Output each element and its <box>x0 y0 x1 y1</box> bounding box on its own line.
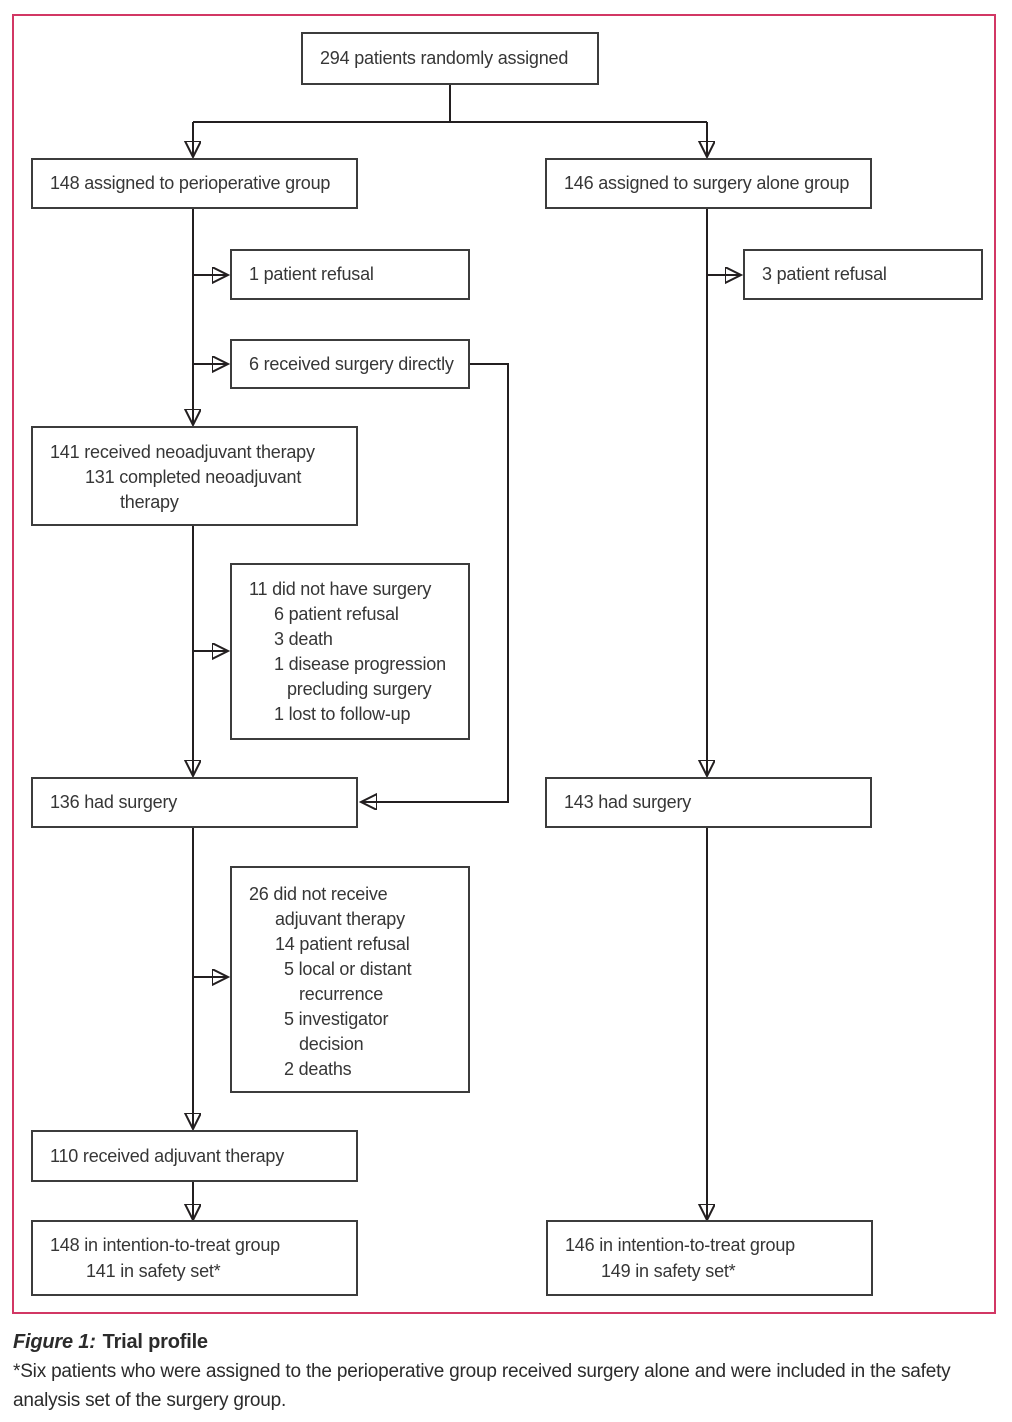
box-line: 6 received surgery directly <box>249 353 454 374</box>
box-no-adjuvant <box>230 866 470 1093</box>
box-direct-surgery <box>230 339 470 389</box>
box-adjuvant-therapy <box>31 1130 358 1182</box>
figure-label: Figure 1: <box>13 1331 96 1353</box>
box-line: 1 patient refusal <box>249 264 374 284</box>
box-line: decision <box>299 1034 364 1054</box>
box-line: recurrence <box>299 984 384 1004</box>
box-neoadjuvant-therapy <box>31 426 358 526</box>
box-line: 294 patients randomly assigned <box>320 48 569 68</box>
box-had-surgery-perioperative <box>31 777 358 828</box>
box-line: 146 in intention-to-treat group <box>565 1235 795 1255</box>
box-line: 148 assigned to perioperative group <box>50 173 331 193</box>
box-line: 148 in intention-to-treat group <box>50 1235 280 1255</box>
box-line: 14 patient refusal <box>275 934 410 954</box>
box-line: 3 death <box>274 629 333 649</box>
box-line: 5 local or distant <box>284 959 412 979</box>
box-line: 3 patient refusal <box>762 264 887 284</box>
box-refusal-perioperative <box>230 249 470 300</box>
box-line: 110 received adjuvant therapy <box>50 1145 285 1166</box>
box-itt-perioperative <box>31 1220 358 1296</box>
box-line: 149 in safety set* <box>601 1261 736 1281</box>
box-line: 11 did not have surgery <box>249 579 432 599</box>
box-line: 26 did not receive <box>249 884 388 904</box>
box-line: 1 disease progression <box>274 654 446 674</box>
box-line: 2 deaths <box>284 1059 352 1079</box>
box-line: adjuvant therapy <box>275 909 405 929</box>
box-line: 5 investigator <box>284 1009 389 1029</box>
box-line: precluding surgery <box>287 679 432 699</box>
box-surgery-alone-group <box>545 158 872 209</box>
figure-title: Trial profile <box>102 1331 208 1353</box>
figure-caption <box>13 1331 208 1354</box>
box-line: 6 patient refusal <box>274 604 399 624</box>
box-line: 136 had surgery <box>50 792 178 812</box>
box-had-surgery-alone <box>545 777 872 828</box>
box-line: 141 received neoadjuvant therapy <box>50 442 315 462</box>
box-no-surgery <box>230 563 470 740</box>
box-line: therapy <box>120 492 179 512</box>
box-itt-surgery <box>546 1220 873 1296</box>
box-refusal-surgery <box>743 249 983 300</box>
box-line: 143 had surgery <box>564 792 692 812</box>
box-randomized <box>301 32 599 85</box>
box-perioperative-group <box>31 158 358 209</box>
box-line: 1 lost to follow-up <box>274 704 411 724</box>
box-line: 146 assigned to surgery alone group <box>564 173 850 193</box>
box-line: 141 in safety set* <box>86 1261 221 1281</box>
figure-footnote: *Six patients who were assigned to the perioperative group received surgery alone and were included in the safety analysis set of the surgery group. <box>13 1361 951 1411</box>
box-line: 131 completed neoadjuvant <box>85 467 302 487</box>
